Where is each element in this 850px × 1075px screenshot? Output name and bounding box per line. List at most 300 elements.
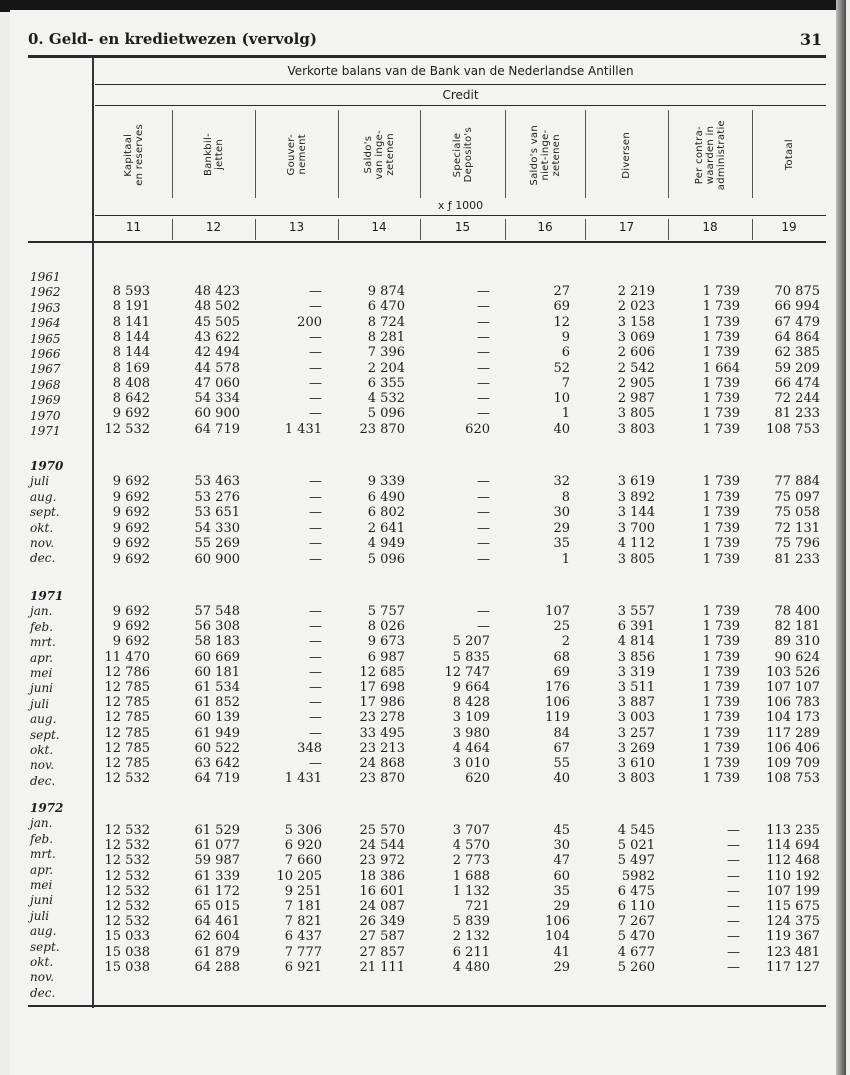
cell-col-11: 8 191: [112, 299, 150, 315]
cell-col-16: 119: [545, 710, 570, 726]
table-row: [0, 680, 830, 695]
cell-col-16: 27: [553, 284, 570, 299]
cell-col-14: 23 278: [359, 710, 405, 726]
cell-col-12: 57 548: [194, 604, 240, 619]
table-title: Verkorte balans van de Bank van de Nederlandse Antillen: [287, 64, 634, 78]
cell-col-11: 9 692: [112, 619, 150, 635]
cell-col-15: 721: [465, 899, 490, 914]
cell-col-15: 12 747: [444, 664, 490, 680]
cell-col-11: 11 470: [104, 649, 150, 665]
cell-col-18: 1 739: [702, 505, 740, 521]
cell-col-11: 15 033: [104, 929, 150, 945]
cell-col-11: 15 038: [104, 959, 150, 975]
cell-col-12: 61 077: [194, 838, 240, 854]
cell-col-13: —: [309, 299, 322, 315]
cell-col-15: —: [477, 474, 490, 489]
cell-col-17: 4 677: [617, 944, 655, 960]
cell-col-15: —: [477, 489, 490, 505]
cell-col-19: 124 375: [766, 914, 820, 930]
cell-col-19: 75 097: [774, 489, 820, 505]
cell-col-12: 61 172: [194, 883, 240, 899]
cell-col-12: 60 900: [194, 552, 240, 567]
cell-col-16: 35: [553, 536, 570, 552]
cell-col-11: 9 692: [112, 604, 150, 619]
cell-col-13: 5 306: [284, 823, 322, 838]
cell-col-19: 114 694: [766, 838, 820, 854]
cell-col-15: 5 839: [452, 914, 490, 930]
cell-col-13: —: [309, 725, 322, 741]
period-label: jan.: [30, 816, 53, 831]
table-row: [0, 521, 830, 536]
period-label: okt.: [30, 955, 54, 970]
cell-col-16: 84: [553, 725, 570, 741]
column-number: 18: [702, 220, 718, 234]
cell-col-17: 3 257: [617, 725, 655, 741]
cell-col-16: 1: [561, 406, 570, 422]
period-label: jan.: [30, 604, 53, 619]
cell-col-15: —: [477, 299, 490, 315]
cell-col-14: 2 641: [367, 520, 405, 536]
column-divider: [338, 110, 339, 198]
cell-col-18: 1 739: [702, 634, 740, 650]
cell-col-14: 5 757: [367, 604, 405, 619]
period-label: nov.: [30, 970, 55, 985]
cell-col-12: 43 622: [194, 329, 240, 345]
cell-col-17: 3 803: [617, 421, 655, 437]
cell-col-14: 24 868: [359, 756, 405, 771]
cell-col-14: 18 386: [359, 868, 405, 884]
cell-col-12: 63 642: [194, 756, 240, 771]
period-label: juni: [30, 893, 54, 908]
cell-col-12: 61 529: [194, 823, 240, 838]
cell-col-19: 70 875: [774, 284, 820, 299]
cell-col-11: 8 642: [112, 391, 150, 407]
column-header-12: [172, 110, 255, 200]
cell-col-14: 9 339: [367, 474, 405, 489]
period-label: apr.: [30, 650, 54, 665]
column-header-label: Saldo's van niet-inge- zetenen: [528, 124, 562, 186]
cell-col-17: 5982: [621, 868, 655, 884]
cell-col-14: 6 470: [367, 299, 405, 315]
year-heading: 1972: [30, 801, 64, 815]
cell-col-14: 2 204: [367, 360, 405, 376]
cell-col-18: 1 739: [702, 489, 740, 505]
cell-col-14: 23 870: [359, 771, 405, 787]
cell-col-13: 7 777: [284, 944, 322, 960]
cell-col-16: 29: [553, 959, 570, 975]
cell-col-14: 12 685: [359, 664, 405, 680]
cell-col-19: 64 864: [774, 329, 820, 345]
cell-col-15: 2 773: [452, 853, 490, 869]
cell-col-17: 2 987: [617, 391, 655, 407]
period-label: juni: [30, 681, 54, 696]
cell-col-18: 1 739: [702, 664, 740, 680]
column-divider: [752, 110, 753, 198]
cell-col-18: 1 739: [702, 299, 740, 315]
cell-col-15: 4 480: [452, 959, 490, 975]
column-divider: [420, 110, 421, 198]
cell-col-13: —: [309, 505, 322, 521]
cell-col-11: 9 692: [112, 505, 150, 521]
table-row: [0, 361, 830, 376]
cell-col-17: 3 805: [617, 552, 655, 567]
column-divider: [585, 110, 586, 198]
cell-col-18: 1 739: [702, 474, 740, 489]
period-label: feb.: [30, 619, 54, 634]
cell-col-17: 3 805: [617, 406, 655, 422]
period-label: mrt.: [30, 635, 56, 650]
cell-col-16: 35: [553, 883, 570, 899]
column-header-19: [752, 110, 826, 200]
cell-col-13: —: [309, 391, 322, 407]
cell-col-18: 1 739: [702, 710, 740, 726]
cell-col-15: —: [477, 284, 490, 299]
table-row: [0, 284, 830, 299]
cell-col-11: 12 785: [104, 695, 150, 711]
cell-col-18: 1 739: [702, 406, 740, 422]
cell-col-19: 119 367: [766, 929, 820, 945]
table-row: [0, 552, 830, 567]
cell-col-17: 3 144: [617, 505, 655, 521]
cell-col-13: —: [309, 406, 322, 422]
table-row: [0, 650, 830, 665]
cell-col-12: 61 879: [194, 944, 240, 960]
cell-col-18: —: [727, 823, 740, 838]
cell-col-15: 1 132: [452, 883, 490, 899]
period-label: 1969: [30, 393, 61, 408]
cell-col-16: 30: [553, 838, 570, 854]
period-label: dec.: [30, 551, 56, 566]
cell-col-13: —: [309, 345, 322, 361]
cell-col-18: 1 739: [702, 695, 740, 711]
cell-col-15: —: [477, 360, 490, 376]
cell-col-14: 4 532: [367, 391, 405, 407]
cell-col-16: 68: [553, 649, 570, 665]
column-number: 11: [125, 220, 142, 234]
cell-col-13: —: [309, 634, 322, 650]
cell-col-18: 1 739: [702, 520, 740, 536]
column-divider: [420, 219, 421, 240]
cell-col-19: 81 233: [774, 406, 820, 422]
cell-col-11: 12 532: [104, 868, 150, 884]
cell-col-15: 3 010: [452, 756, 490, 771]
rule: [95, 105, 826, 106]
table-row: [0, 665, 830, 680]
cell-col-13: —: [309, 329, 322, 345]
cell-col-12: 53 651: [194, 505, 240, 521]
cell-col-16: 2: [561, 634, 570, 650]
cell-col-15: —: [477, 552, 490, 567]
period-label: juli: [30, 696, 50, 711]
cell-col-12: 56 308: [194, 619, 240, 635]
cell-col-17: 3 269: [617, 740, 655, 756]
cell-col-13: 7 660: [284, 853, 322, 869]
cell-col-11: 12 785: [104, 756, 150, 771]
cell-col-16: 69: [553, 664, 570, 680]
year-heading: 1970: [30, 459, 64, 473]
cell-col-15: —: [477, 391, 490, 407]
table-row: [0, 741, 830, 756]
cell-col-12: 61 949: [194, 725, 240, 741]
cell-col-13: —: [309, 664, 322, 680]
cell-col-18: 1 739: [702, 536, 740, 552]
cell-col-14: 6 490: [367, 489, 405, 505]
cell-col-18: —: [727, 944, 740, 960]
column-divider: [505, 110, 506, 198]
cell-col-15: 9 664: [452, 680, 490, 695]
period-label: 1970: [30, 408, 61, 423]
cell-col-19: 108 753: [766, 771, 820, 787]
cell-col-17: 3 319: [617, 664, 655, 680]
cell-col-12: 60 139: [194, 710, 240, 726]
period-label: feb.: [30, 831, 54, 846]
cell-col-17: 3 856: [617, 649, 655, 665]
cell-col-17: 3 700: [617, 520, 655, 536]
cell-col-14: 33 495: [359, 725, 405, 741]
period-label: sept.: [30, 727, 60, 742]
cell-col-15: —: [477, 520, 490, 536]
cell-col-14: 7 396: [367, 345, 405, 361]
cell-col-15: 5 207: [452, 634, 490, 650]
cell-col-15: 2 132: [452, 929, 490, 945]
cell-col-16: 40: [553, 771, 570, 787]
table-row: [0, 422, 830, 437]
cell-col-17: 5 260: [617, 959, 655, 975]
cell-col-14: 9 874: [367, 284, 405, 299]
cell-col-14: 5 096: [367, 406, 405, 422]
cell-col-12: 54 330: [194, 520, 240, 536]
table-row: [0, 604, 830, 619]
scan-right-edge: [836, 0, 846, 1075]
cell-col-13: 1 431: [284, 421, 322, 437]
cell-col-14: 16 601: [359, 883, 405, 899]
cell-col-18: 1 739: [702, 680, 740, 695]
rule: [95, 84, 826, 85]
cell-col-11: 9 692: [112, 634, 150, 650]
cell-col-19: 107 199: [766, 883, 820, 899]
cell-col-13: —: [309, 360, 322, 376]
table-bottom-rule: [28, 1005, 826, 1007]
table-row: [0, 899, 830, 914]
cell-col-16: 104: [545, 929, 570, 945]
cell-col-19: 113 235: [766, 823, 820, 838]
cell-col-16: 7: [561, 375, 570, 391]
cell-col-19: 115 675: [766, 899, 820, 914]
cell-col-16: 41: [553, 944, 570, 960]
table-row: [0, 914, 830, 929]
cell-col-11: 9 692: [112, 520, 150, 536]
cell-col-11: 9 692: [112, 536, 150, 552]
period-label: 1971: [30, 424, 61, 439]
cell-col-14: 25 570: [359, 823, 405, 838]
table-row: [0, 315, 830, 330]
cell-col-12: 48 502: [194, 299, 240, 315]
cell-col-13: 1 431: [284, 771, 322, 787]
cell-col-16: 12: [553, 314, 570, 330]
cell-col-11: 12 532: [104, 883, 150, 899]
cell-col-12: 60 900: [194, 406, 240, 422]
table-row: [0, 505, 830, 520]
period-label: nov.: [30, 758, 55, 773]
cell-col-16: 176: [545, 680, 570, 695]
cell-col-11: 15 038: [104, 944, 150, 960]
cell-col-15: 620: [465, 771, 490, 787]
cell-col-14: 23 870: [359, 421, 405, 437]
cell-col-11: 12 532: [104, 853, 150, 869]
cell-col-12: 48 423: [194, 284, 240, 299]
period-label: 1965: [30, 331, 61, 346]
period-label: juli: [30, 474, 50, 489]
cell-col-19: 106 783: [766, 695, 820, 711]
cell-col-19: 81 233: [774, 552, 820, 567]
column-header-11: [95, 110, 172, 200]
cell-col-14: 4 949: [367, 536, 405, 552]
cell-col-19: 117 289: [766, 725, 820, 741]
cell-col-18: 1 739: [702, 329, 740, 345]
cell-col-15: —: [477, 604, 490, 619]
rule: [95, 215, 826, 216]
cell-col-17: 2 905: [617, 375, 655, 391]
cell-col-19: 123 481: [766, 944, 820, 960]
cell-col-17: 2 219: [617, 284, 655, 299]
cell-col-17: 3 557: [617, 604, 655, 619]
cell-col-15: —: [477, 345, 490, 361]
cell-col-11: 9 692: [112, 552, 150, 567]
cell-col-12: 62 604: [194, 929, 240, 945]
table-subtitle: Credit: [442, 88, 479, 102]
unit-label: x ƒ 1000: [437, 199, 484, 212]
cell-col-16: 8: [561, 489, 570, 505]
cell-col-13: —: [309, 604, 322, 619]
cell-col-13: —: [309, 710, 322, 726]
cell-col-15: 3 980: [452, 725, 490, 741]
cell-col-13: —: [309, 619, 322, 635]
cell-col-16: 55: [553, 756, 570, 771]
table-row: [0, 299, 830, 314]
column-header-14: [338, 110, 420, 200]
period-label: sept.: [30, 505, 60, 520]
cell-col-12: 54 334: [194, 391, 240, 407]
cell-col-16: 29: [553, 520, 570, 536]
cell-col-14: 9 673: [367, 634, 405, 650]
column-number: 12: [205, 220, 222, 234]
cell-col-12: 47 060: [194, 375, 240, 391]
cell-col-11: 12 532: [104, 914, 150, 930]
column-header-label: Totaal: [783, 139, 795, 171]
period-label: mei: [30, 878, 53, 893]
table-row: [0, 929, 830, 944]
column-number: 19: [781, 220, 797, 234]
cell-col-15: —: [477, 536, 490, 552]
cell-col-13: —: [309, 649, 322, 665]
column-divider: [172, 110, 173, 198]
cell-col-19: 67 479: [774, 314, 820, 330]
period-label: 1963: [30, 300, 61, 315]
cell-col-16: 106: [545, 695, 570, 711]
cell-col-13: —: [309, 489, 322, 505]
column-header-label: Speciale Deposito's: [451, 127, 474, 183]
cell-col-19: 89 310: [774, 634, 820, 650]
cell-col-12: 45 505: [194, 314, 240, 330]
cell-col-19: 78 400: [774, 604, 820, 619]
cell-col-17: 6 391: [617, 619, 655, 635]
table-row: [0, 634, 830, 649]
table-row: [0, 406, 830, 421]
cell-col-12: 65 015: [194, 899, 240, 914]
cell-col-17: 2 606: [617, 345, 655, 361]
cell-col-13: 348: [297, 740, 322, 756]
table-row: [0, 726, 830, 741]
table-row: [0, 869, 830, 884]
cell-col-17: 4 814: [617, 634, 655, 650]
cell-col-13: 6 437: [284, 929, 322, 945]
cell-col-16: 69: [553, 299, 570, 315]
cell-col-16: 107: [545, 604, 570, 619]
cell-col-17: 3 003: [617, 710, 655, 726]
cell-col-17: 6 110: [617, 899, 655, 914]
period-label: dec.: [30, 773, 56, 788]
cell-col-18: 1 739: [702, 314, 740, 330]
cell-col-16: 67: [553, 740, 570, 756]
cell-col-16: 25: [553, 619, 570, 635]
cell-col-17: 3 803: [617, 771, 655, 787]
column-divider: [668, 110, 669, 198]
cell-col-14: 24 544: [359, 838, 405, 854]
cell-col-14: 6 987: [367, 649, 405, 665]
cell-col-18: 1 739: [702, 756, 740, 771]
cell-col-19: 106 406: [766, 740, 820, 756]
cell-col-16: 1: [561, 552, 570, 567]
period-label: sept.: [30, 939, 60, 954]
cell-col-13: 10 205: [276, 868, 322, 884]
cell-col-19: 72 244: [774, 391, 820, 407]
cell-col-11: 12 785: [104, 740, 150, 756]
cell-col-18: 1 664: [702, 360, 740, 376]
cell-col-13: —: [309, 680, 322, 695]
cell-col-11: 8 169: [112, 360, 150, 376]
cell-col-11: 8 144: [112, 345, 150, 361]
cell-col-18: 1 739: [702, 552, 740, 567]
cell-col-16: 30: [553, 505, 570, 521]
top-thick-rule: [28, 55, 826, 58]
cell-col-19: 103 526: [766, 664, 820, 680]
cell-col-11: 9 692: [112, 474, 150, 489]
cell-col-17: 5 497: [617, 853, 655, 869]
cell-col-19: 82 181: [774, 619, 820, 635]
cell-col-14: 23 213: [359, 740, 405, 756]
period-label: okt.: [30, 743, 54, 758]
column-divider: [172, 219, 173, 240]
period-label: nov.: [30, 536, 55, 551]
cell-col-14: 8 724: [367, 314, 405, 330]
cell-col-12: 64 461: [194, 914, 240, 930]
cell-col-12: 58 183: [194, 634, 240, 650]
table-row: [0, 945, 830, 960]
cell-col-16: 32: [553, 474, 570, 489]
column-number: 14: [371, 220, 387, 234]
cell-col-17: 3 069: [617, 329, 655, 345]
cell-col-13: 7 181: [284, 899, 322, 914]
cell-col-17: 6 475: [617, 883, 655, 899]
cell-col-13: —: [309, 375, 322, 391]
cell-col-14: 8 281: [367, 329, 405, 345]
cell-col-14: 21 111: [359, 959, 405, 975]
cell-col-11: 12 532: [104, 771, 150, 787]
cell-col-12: 42 494: [194, 345, 240, 361]
cell-col-19: 62 385: [774, 345, 820, 361]
cell-col-15: —: [477, 375, 490, 391]
section-title: 0. Geld- en kredietwezen (vervolg): [28, 30, 317, 48]
